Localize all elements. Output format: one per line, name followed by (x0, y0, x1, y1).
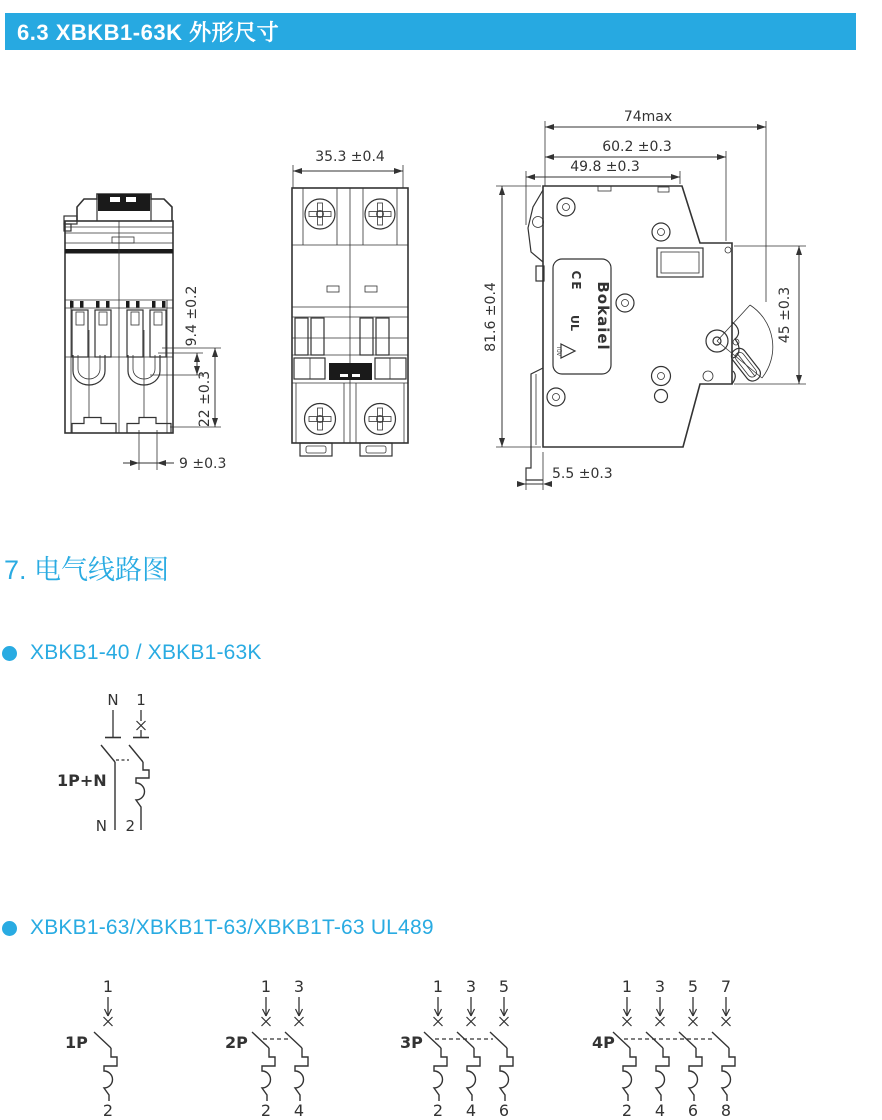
dim-terminal-height: 22 ±0.3 (197, 370, 213, 428)
circuit-wire (94, 1032, 111, 1048)
circuit-diagram-1p (65, 977, 117, 1120)
terminal-label: 4 (293, 1101, 305, 1120)
pole-body-symbol (104, 1048, 117, 1101)
section-6-3-header (5, 13, 856, 50)
terminal-label: 5 (498, 977, 510, 996)
tuv-triangle-icon (561, 344, 575, 358)
dim-funnel-depth: 9.4 ±0.2 (184, 285, 200, 347)
toggle-handle-side (729, 346, 764, 384)
terminal-label: 5 (687, 977, 699, 996)
ul-mark: UL (568, 315, 581, 331)
front-view-dimensions (123, 286, 226, 472)
terminal-label: 6 (687, 1101, 699, 1120)
bullet-icon (2, 646, 17, 661)
circuit-wire (613, 1032, 630, 1048)
bottom-clips-top-view (300, 443, 392, 456)
front-view-drawing (40, 185, 255, 475)
circuit-wire (285, 1032, 302, 1048)
terminal-label: 1 (102, 977, 114, 996)
rivet-holes (547, 198, 731, 406)
section-6-3-title: 6.3 XBKB1-63K 外形尺寸 (17, 20, 280, 45)
circuit-wire (490, 1032, 507, 1048)
circuit-wire (129, 745, 143, 762)
terminal-label: 7 (720, 977, 732, 996)
circuit-wire (712, 1032, 729, 1048)
bottom-screw-right (365, 404, 396, 435)
brand-plate (553, 259, 612, 374)
pole-body-symbol (722, 1048, 735, 1101)
pole-body-symbol (434, 1048, 447, 1101)
dim-front-face: 45 ±0.3 (777, 286, 793, 344)
terminal-label: N (107, 691, 119, 709)
circuit-diagram-2p (225, 977, 308, 1120)
top-screw-left (305, 199, 335, 229)
pole-count-label: 2P (225, 1033, 248, 1052)
terminal-label: 4 (465, 1101, 477, 1120)
circuit-wire (424, 1032, 441, 1048)
pole-body-symbol (262, 1048, 275, 1101)
section-7-title: 7. 电气线路图 (4, 555, 170, 585)
latch-mechanism (706, 305, 773, 384)
circuit-diagram-3p (400, 977, 513, 1120)
terminal-label: 2 (125, 817, 135, 835)
circuit-group-2-header (2, 916, 434, 940)
terminal-label: 1 (621, 977, 633, 996)
terminal-label: N (95, 817, 107, 835)
bottom-screw-left (305, 404, 336, 435)
circuit-diagram-1p-n-symbol (57, 691, 149, 835)
din-clip-lower (526, 368, 543, 480)
terminal-clamp-marks (70, 301, 166, 308)
pole-count-label: 3P (400, 1033, 423, 1052)
pole-body-symbol (500, 1048, 513, 1101)
terminal-funnel-windows (73, 355, 160, 385)
circuit-wire (457, 1032, 474, 1048)
terminal-label: 1 (432, 977, 444, 996)
dim-width: 35.3 ±0.4 (315, 149, 385, 165)
terminal-label: 3 (293, 977, 305, 996)
terminal-label: 2 (621, 1101, 633, 1120)
circuit-group-2-title: XBKB1-63/XBKB1T-63/XBKB1T-63 UL489 (30, 916, 434, 939)
toggle-handle-front (98, 194, 150, 211)
dim-rail-offset: 5.5 ±0.3 (552, 466, 613, 482)
circuit-group-1-title: XBKB1-40 / XBKB1-63K (30, 641, 262, 664)
brand-label: Bokaiel (594, 281, 612, 351)
din-clip-feet (72, 418, 171, 434)
pole-body-symbol (689, 1048, 702, 1101)
pole-body-symbol (623, 1048, 636, 1101)
circuit-wire (252, 1032, 269, 1048)
tuv-mark: TÜV (555, 345, 561, 357)
terminal-label: 2 (432, 1101, 444, 1120)
pole-count-label: 1P (65, 1033, 88, 1052)
dim-depth-to-face: 60.2 ±0.3 (602, 139, 672, 155)
terminal-label: 2 (260, 1101, 272, 1120)
terminal-label: 3 (465, 977, 477, 996)
circuit-diagram-4p (592, 977, 735, 1120)
dim-body-depth: 49.8 ±0.3 (570, 159, 640, 175)
front-view-breaker-body (64, 194, 173, 433)
top-view-dimensions (293, 149, 403, 188)
terminal-label: 3 (654, 977, 666, 996)
pole-count-label: 1P+N (57, 771, 107, 790)
top-view-breaker-body (292, 188, 408, 456)
pole-body-symbol (656, 1048, 669, 1101)
circuit-group-1-header (2, 641, 262, 665)
terminal-label: 8 (720, 1101, 732, 1120)
pole-body-symbol (295, 1048, 308, 1101)
terminal-label: 6 (498, 1101, 510, 1120)
circuit-diagram-1p-n (45, 690, 250, 840)
terminal-label: 1 (136, 691, 146, 709)
ce-mark: CE (569, 270, 583, 292)
top-screw-right (365, 199, 395, 229)
din-hook-upper (528, 190, 543, 262)
circuit-wire (679, 1032, 696, 1048)
circuit-wire (101, 745, 115, 762)
top-view-drawing (280, 140, 415, 470)
side-view-breaker-body (526, 186, 773, 480)
pole-body-symbol (136, 762, 149, 830)
dim-terminal-pitch: 9 ±0.3 (179, 456, 227, 472)
terminal-label: 1 (260, 977, 272, 996)
bullet-icon (2, 921, 17, 936)
circuit-wire (646, 1032, 663, 1048)
circuit-diagrams-multi-pole (40, 965, 840, 1120)
pole-count-label: 4P (592, 1033, 615, 1052)
terminal-label: 2 (102, 1101, 114, 1120)
dim-overall-depth: 74max (623, 109, 673, 125)
terminal-label: 4 (654, 1101, 666, 1120)
side-view-drawing (480, 105, 825, 490)
dim-height: 81.6 ±0.4 (483, 282, 499, 352)
pole-body-symbol (467, 1048, 480, 1101)
